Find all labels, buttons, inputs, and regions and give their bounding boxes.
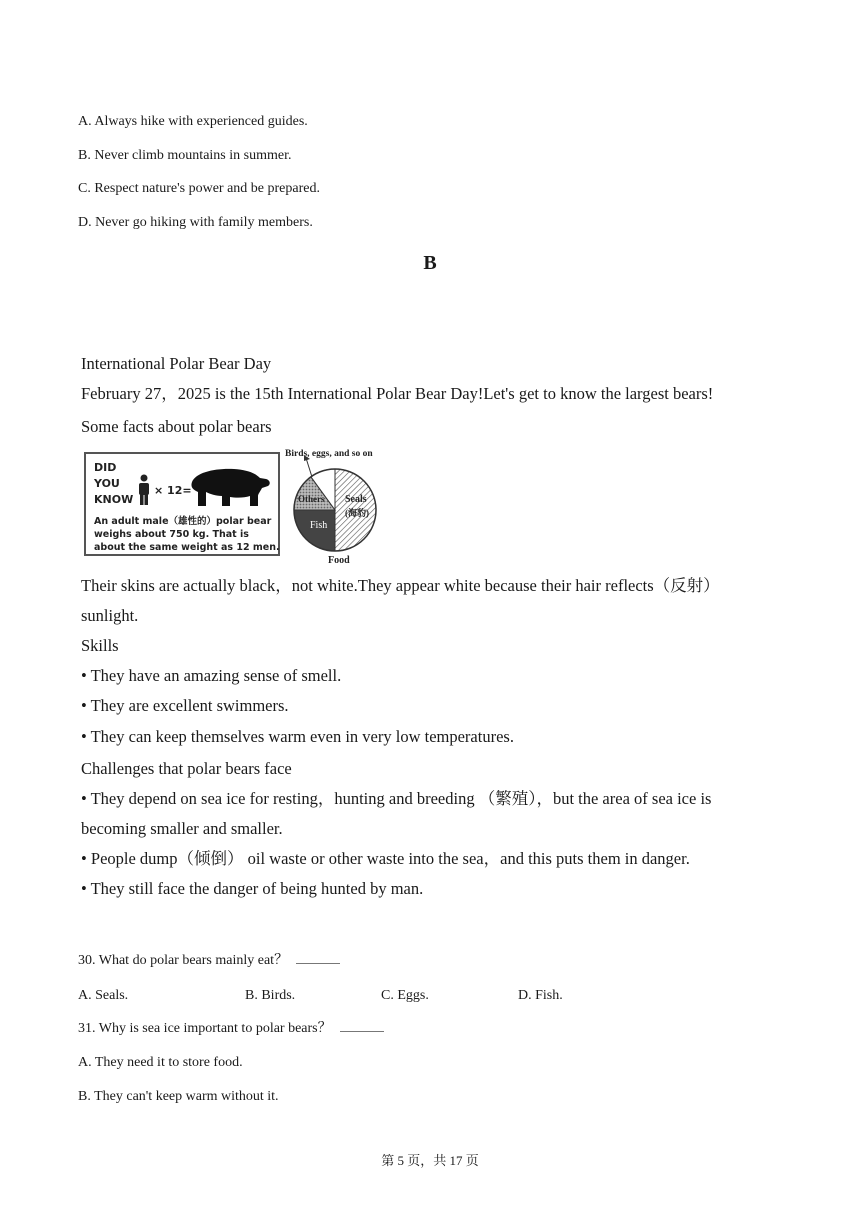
section-heading: B [423, 252, 437, 274]
challenge-1-line1: • They depend on sea ice for resting，hunting and breeding （繁殖），but the area of sea ice is [81, 789, 712, 808]
label-fish: Fish [310, 520, 328, 531]
label-others: Others [298, 494, 325, 504]
did-you-know-box [84, 452, 280, 556]
skill-item-3: • They can keep themselves warm even in very low temperatures. [81, 727, 514, 746]
q30-option-a: A. Seals. [78, 988, 129, 1003]
q30-option-b: B. Birds. [245, 988, 296, 1003]
skills-heading: Skills [81, 636, 119, 655]
prev-option-b: B. Never climb mountains in summer. [78, 148, 292, 163]
question-30 [78, 953, 340, 969]
bear-weight-fact: An adult male（雄性的）polar bear weighs about 750 kg. That is about the same weight as 12 men. [94, 516, 280, 553]
question-31-text: 31. Why is sea ice important to polar bears？ [78, 1021, 332, 1036]
page-footer: 第 5 页，共 17 页 [381, 1153, 479, 1168]
label-birds: Birds, eggs, and so on [285, 449, 373, 459]
passage-intro: February 27，2025 is the 15th International Polar Bear Day!Let's get to know the largest bears! [81, 384, 714, 403]
q30-option-c: C. Eggs. [381, 988, 429, 1003]
times-twelve: × 12= [154, 484, 192, 497]
q31-option-a: A. They need it to store food. [78, 1055, 243, 1070]
person-icon [136, 474, 152, 506]
skin-fact-line2: sunlight. [81, 606, 139, 625]
facts-heading: Some facts about polar bears [81, 417, 272, 436]
question-31 [78, 1021, 384, 1037]
q30-option-d: D. Fish. [518, 988, 563, 1003]
passage-title: International Polar Bear Day [81, 354, 272, 373]
prev-option-c: C. Respect nature's power and be prepared. [78, 181, 320, 196]
question-30-text: 30. What do polar bears mainly eat？ [78, 953, 289, 968]
birds-pointer-line [306, 458, 312, 477]
answer-blank-30[interactable] [296, 962, 340, 964]
challenge-2: • People dump（倾倒） oil waste or other waste into the sea，and this puts them in danger. [81, 849, 690, 868]
did-you-know-text: DID YOU KNOW [94, 461, 134, 506]
prev-option-a: A. Always hike with experienced guides. [78, 114, 308, 129]
challenge-3: • They still face the danger of being hunted by man. [81, 879, 424, 898]
prev-option-d: D. Never go hiking with family members. [78, 215, 313, 230]
skin-fact-line1: Their skins are actually black，not white.They appear white because their hair reflects（反射） [81, 576, 720, 595]
challenge-1-line2: becoming smaller and smaller. [81, 819, 283, 838]
label-seals: Seals [345, 494, 367, 505]
label-seals-cn: (海豹) [345, 508, 369, 518]
polar-bear-icon [186, 462, 272, 508]
label-food: Food [328, 555, 350, 566]
skill-item-1: • They have an amazing sense of smell. [81, 666, 342, 685]
answer-blank-31[interactable] [340, 1030, 384, 1032]
skill-item-2: • They are excellent swimmers. [81, 696, 289, 715]
food-pie-chart [284, 446, 398, 568]
q31-option-b: B. They can't keep warm without it. [78, 1089, 279, 1104]
challenges-heading: Challenges that polar bears face [81, 759, 292, 778]
